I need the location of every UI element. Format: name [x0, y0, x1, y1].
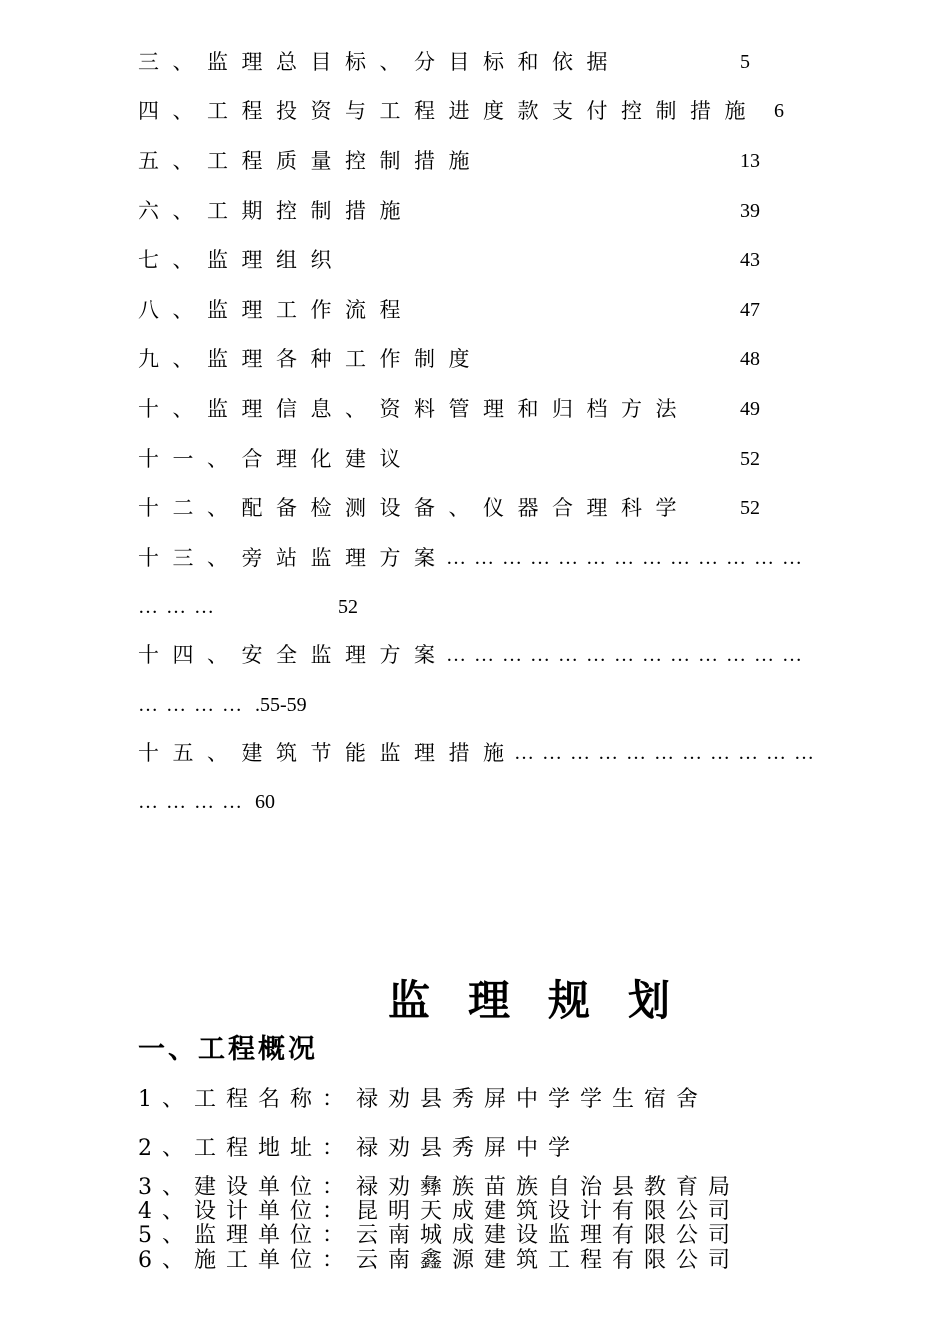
- toc-entry: [138, 640, 850, 670]
- toc-entry-page: .55-59: [255, 694, 307, 716]
- toc-entry: [138, 245, 838, 275]
- toc-entry-continuation: [138, 592, 358, 622]
- toc-entry: [138, 295, 838, 325]
- info-row: [138, 1248, 740, 1274]
- toc-entry-label: 六、工期控制措施: [138, 199, 414, 223]
- toc-entry-page: 48: [740, 348, 760, 370]
- toc-entry-label: 十一、合理化建议: [138, 447, 414, 471]
- toc-entry-page: 13: [740, 150, 760, 172]
- toc-entry-label: 八、监理工作流程: [138, 298, 414, 322]
- toc-entry-page: 52: [338, 596, 358, 618]
- info-label: 2、工程地址：: [138, 1136, 354, 1161]
- document-title: 监理规划: [388, 976, 709, 1025]
- info-row: [138, 1087, 708, 1113]
- toc-entry-label: 十二、配备检测设备、仪器合理科学: [138, 496, 690, 520]
- toc-entry-leader: …………: [138, 694, 250, 716]
- toc-entry-leader: …………………………………: [446, 644, 810, 666]
- info-label: 3、建设单位：: [138, 1175, 354, 1200]
- toc-entry: [138, 543, 850, 573]
- toc-entry-leader: ……………………………: [514, 742, 822, 764]
- toc-entry: [138, 738, 850, 768]
- toc-entry-leader: …………………………………: [446, 547, 810, 569]
- toc-entry: [138, 47, 838, 77]
- toc-entry-label: 十、监理信息、资料管理和归档方法: [138, 397, 690, 421]
- info-label: 6、施工单位：: [138, 1248, 354, 1273]
- toc-entry-label: 十三、旁站监理方案: [138, 546, 449, 570]
- toc-entry: [138, 493, 838, 523]
- toc-entry-page: 5: [740, 51, 750, 73]
- info-label: 5、监理单位：: [138, 1223, 354, 1248]
- toc-entry-label: 十四、安全监理方案: [138, 643, 449, 667]
- info-value: 禄劝彝族苗族自治县教育局: [356, 1175, 741, 1200]
- toc-entry-label: 五、工程质量控制措施: [138, 149, 483, 173]
- toc-entry: [138, 196, 838, 226]
- toc-entry: [138, 444, 838, 474]
- toc-entry-page: 47: [740, 299, 760, 321]
- toc-entry-page: 39: [740, 200, 760, 222]
- toc-entry-label: 十五、建筑节能监理措施: [138, 741, 518, 765]
- toc-entry-page: 52: [740, 497, 760, 519]
- toc-entry-page: 52: [740, 448, 760, 470]
- toc-entry: [138, 96, 838, 126]
- info-row: [138, 1223, 740, 1249]
- toc-entry-label: 七、监理组织: [138, 248, 345, 272]
- info-row: [138, 1199, 740, 1225]
- info-label: 1、工程名称：: [138, 1087, 354, 1112]
- toc-entry: [138, 146, 838, 176]
- toc-entry-page: 49: [740, 398, 760, 420]
- toc-entry-leader: ………: [138, 596, 222, 618]
- info-value: 昆明天成建筑设计有限公司: [356, 1199, 741, 1224]
- info-row: [138, 1136, 580, 1162]
- toc-entry-label: 四、工程投资与工程进度款支付控制措施: [138, 99, 759, 123]
- toc-entry-label: 九、监理各种工作制度: [138, 347, 483, 371]
- toc-entry: [138, 344, 838, 374]
- toc-entry-continuation: [138, 787, 275, 817]
- toc-entry-page: 43: [740, 249, 760, 271]
- info-row: [138, 1175, 740, 1201]
- toc-entry-continuation: [138, 690, 307, 720]
- toc-entry-page: 60: [255, 791, 275, 813]
- toc-entry: [138, 394, 838, 424]
- info-value: 云南城成建设监理有限公司: [356, 1223, 741, 1248]
- toc-entry-label: 三、监理总目标、分目标和依据: [138, 50, 621, 74]
- info-value: 云南鑫源建筑工程有限公司: [356, 1248, 741, 1273]
- toc-entry-leader: …………: [138, 791, 250, 813]
- toc-entry-page: 6: [774, 100, 784, 122]
- info-value: 禄劝县秀屏中学学生宿舍: [356, 1087, 709, 1112]
- info-label: 4、设计单位：: [138, 1199, 354, 1224]
- info-value: 禄劝县秀屏中学: [356, 1136, 581, 1161]
- section-heading: 一、工程概况: [138, 1034, 318, 1065]
